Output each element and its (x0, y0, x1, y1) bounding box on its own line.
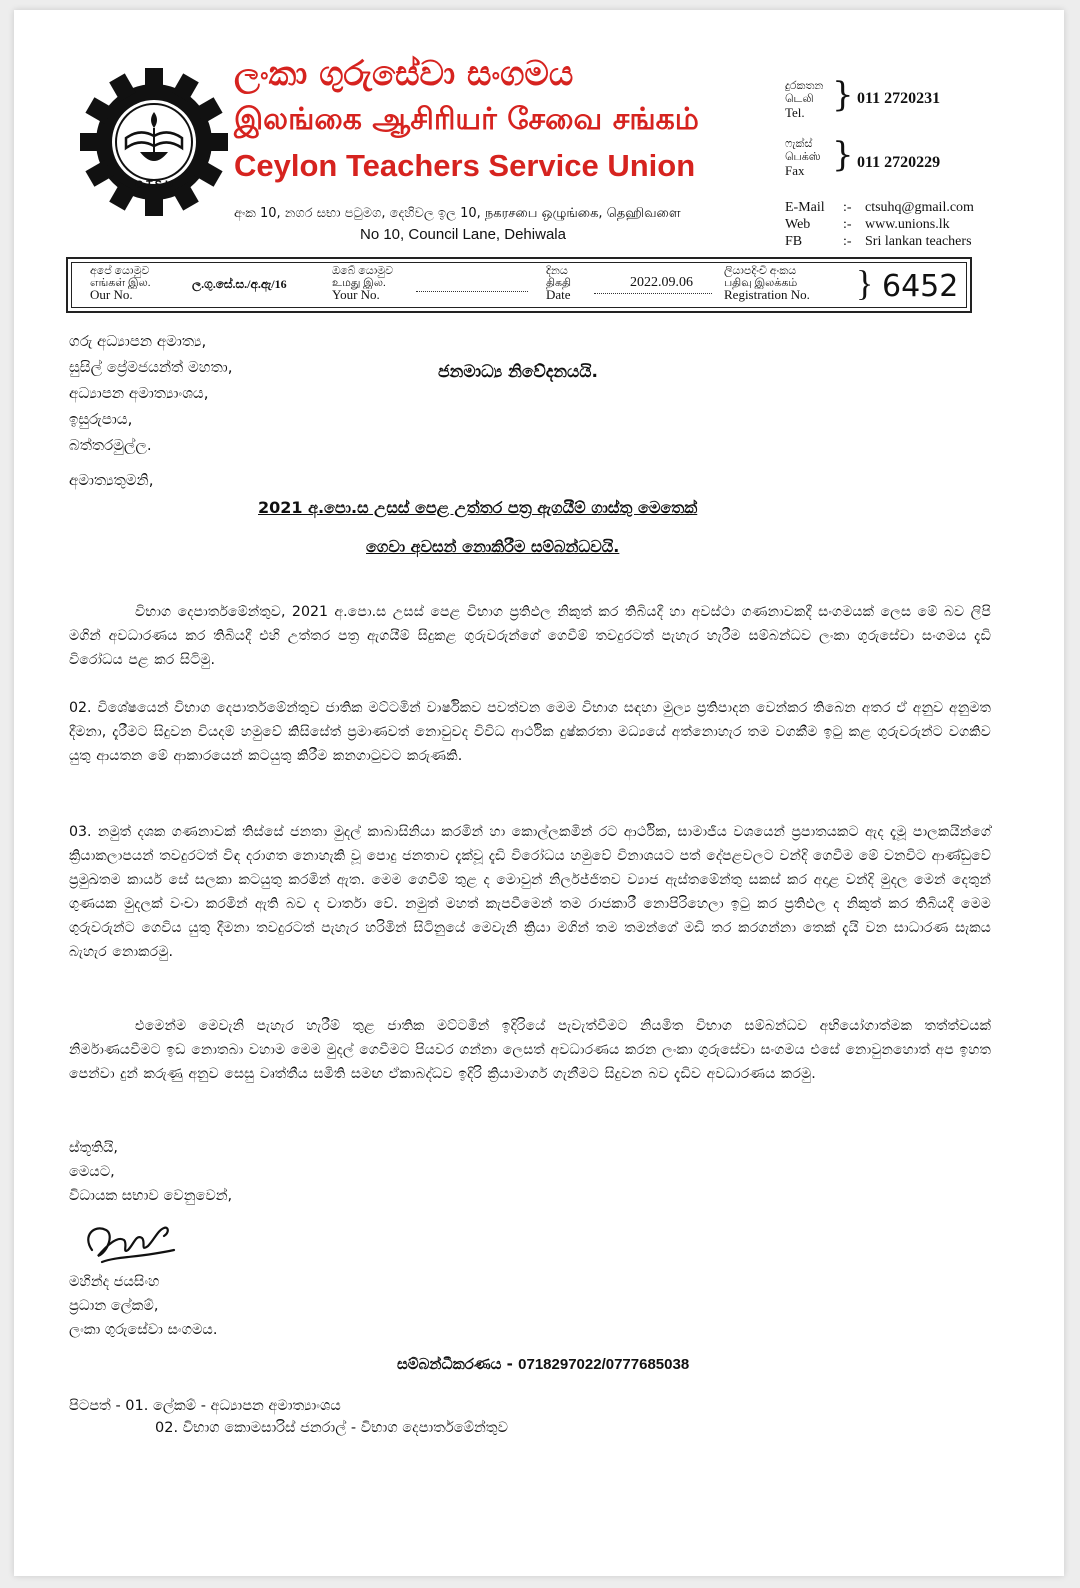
email-sep: :- (843, 200, 852, 215)
registration-number: 6452 (882, 269, 959, 304)
email-label: E-Mail (785, 200, 825, 215)
fax-brace: } (832, 135, 854, 175)
media-release-title: ජනමාධ්‍ය නිවේදනයයි. (438, 362, 598, 382)
date-label-ta: திகதி (546, 277, 572, 289)
logo-label: C.T.S.U (135, 179, 173, 191)
letter-page (14, 10, 1064, 1576)
your-no-label (332, 265, 393, 301)
your-no-label-en: Your No. (332, 287, 380, 302)
web-label: Web (785, 217, 811, 232)
recipient-line: ගරු අධ්‍යාපන අමාත්‍ය, (69, 332, 207, 350)
coordinator-contact (397, 1355, 689, 1373)
ctsu-gear-logo (80, 68, 228, 216)
recipient-address (69, 328, 232, 458)
copies-list (69, 1395, 508, 1439)
date-label-en: Date (546, 287, 571, 302)
fax-label-en: Fax (785, 163, 805, 178)
paragraph-4: එමෙන්ම මෙවැනි පැහැර හැරීම් තුළ ජාතික මට්ටමින් ඉදිරියේ පැවැත්වීමට නියමිත විභාග සම්බන්ධව අභියෝගාත්මක තත්ත්වයක් නිර්මාණයවීමට ඉඩ නොතබා වහාම මෙම මුදල් ගෙවීමට පියවර ගන්නා ලෙසත් අවධාරණය කරන ලංකා ගුරුසේවා සංගමය එසේ නොවුනහොත් අප ඉහත පෙන්වා දුන් කරුණු අනුව සෙසු වෘත්තීය සමිති සමඟ ඒකාබද්ධව ඉදිරි ක්‍රියාමාර්ග ගැනීමට සිදුවන බව දැඩිව අවධාරණය කරමු. (69, 1018, 991, 1082)
fb-row (785, 234, 972, 250)
org-name-english: Ceylon Teachers Service Union (234, 148, 696, 183)
tel-label-en: Tel. (785, 105, 805, 120)
signer-org: ලංකා ගුරුසේවා සංගමය. (69, 1322, 218, 1338)
email-value[interactable]: ctsuhq@gmail.com (865, 200, 974, 215)
recipient-line: බත්තරමුල්ල. (69, 436, 152, 454)
our-no-label-en: Our No. (90, 287, 133, 302)
signer-title: ප්‍රධාන ලේකම්, (69, 1298, 159, 1314)
closing-line: මෙයට, (69, 1164, 115, 1180)
reg-label-ta: பதிவு இலக்கம் (724, 277, 798, 289)
reference-box (66, 257, 972, 313)
your-no-label-ta: உமது இல. (332, 277, 386, 289)
your-no-label-si: ඔබේ යොමුව (332, 265, 394, 277)
recipient-line: ඉසුරුපාය, (69, 410, 133, 428)
recipient-line: සුසිල් ප්‍රේමජයන්ත් මහතා, (69, 358, 233, 376)
paragraph-2: 02. විශේෂයෙන් විභාග දෙපාර්තමේන්තුව ජාතික මට්ටමින් වාර්ෂිකව පවත්වන මෙම විභාග සඳහා මුල්‍ය ප්‍රතිපාදන වෙන්කර තිබෙන අතර ඒ අනුව අනුමත දීමනා, දැරීමට සිදුවන වියදම් හමුවේ කිසිසේත් ප්‍රමාණවත් නොවුවද විවිධ ආර්ථික දුෂ්කරතා මධ්‍යයේ අත්නොහැර තම වගකීම ඉටු කළ ගුරුවරුන්ට වගකිව යුතු ආයතන මේ ආකාරයෙන් කටයුතු කිරීම කනගාටුවට කරුණකි. (69, 700, 991, 764)
copies-label: පිටපත් - (69, 1398, 121, 1414)
reg-brace: } (856, 263, 874, 303)
subject-line-2: ගෙවා අවසන් නොකිරීම සම්බන්ධවයි. (366, 537, 620, 556)
fb-sep: :- (843, 234, 852, 249)
tel-label (785, 80, 823, 119)
tel-label-si: දුරකතන (785, 80, 824, 92)
date-line (594, 293, 712, 294)
copy-item: 02. විභාග කොමසාරිස් ජනරාල් - විභාග දෙපාර්තමේන්තුව (155, 1420, 509, 1436)
closing (69, 1136, 232, 1208)
tel-value: 011 2720231 (857, 90, 941, 107)
coordinator-label: සම්බන්ධීකරණය - (397, 1355, 513, 1373)
tel-label-ta: டெலி (785, 93, 814, 105)
org-name-tamil: இலங்கை ஆசிரியர் சேவை சங்கம் (234, 102, 699, 137)
email-row (785, 200, 974, 216)
date-label-si: දිනය (546, 265, 568, 277)
date-label (546, 265, 571, 301)
coordinator-phones: 0718297022/0777685038 (518, 1356, 690, 1373)
fb-label: FB (785, 234, 803, 249)
fax-value: 011 2720229 (857, 154, 941, 171)
web-row (785, 217, 950, 233)
fax-label (785, 138, 821, 177)
fax-label-si: ෆැක්ස් (785, 138, 813, 150)
our-no-label (90, 265, 151, 301)
signer-block (69, 1270, 217, 1342)
reg-label-si: ලියාපදිංචි අංකය (724, 265, 797, 277)
closing-line: ස්තූතියි, (69, 1140, 119, 1156)
web-value[interactable]: www.unions.lk (865, 217, 950, 232)
our-no-label-ta: எங்கள் இல. (90, 277, 151, 289)
date-value: 2022.09.06 (630, 275, 693, 290)
subject-line-1: 2021 අ.පො.ස උසස් පෙළ උත්තර පත්‍ර ඇගයීම් ගාස්තු මෙතෙක් (258, 498, 698, 517)
our-no-value: ල.ගු.සේ.ස./අ.ඇ/16 (192, 277, 287, 291)
closing-line: විධායක සභාව වෙනුවෙන්, (69, 1188, 233, 1204)
copy-item: 01. ලේකම් - අධ්‍යාපන අමාත්‍යාංශය (125, 1398, 341, 1414)
reg-label-en: Registration No. (724, 287, 810, 302)
fax-label-ta: பெக்ஸ் (785, 151, 821, 163)
recipient-line: අධ්‍යාපන අමාත්‍යාංශය, (69, 384, 209, 402)
paragraph-1: විභාග දෙපාර්තමේන්තුව, 2021 අ.පො.ස උසස් පෙළ විභාග ප්‍රතිඵල නිකුත් කර තිබියදී හා අවස්ථා ගණනාවකදී සංගමයක් ලෙස මේ බව ලිපි මගින් අවධාරණය කර තිබියදී එහි උත්තර පත්‍ර ඇගයීම් සිදුකළ ගුරුවරුන්ගේ ගෙවීම් තවදුරටත් පැහැර හැරීම සම්බන්ධව ලංකා ගුරුසේවා සංගමය දැඩි විරෝධය පළ කර සිටිමු. (69, 604, 991, 668)
fb-value: Sri lankan teachers (865, 234, 972, 249)
our-no-label-si: අපේ යොමුව (90, 265, 150, 277)
your-no-blank (416, 291, 528, 292)
address-sinhala: අංක 10, නගර සභා පටුමග, දෙහිවල ඉල 10, நகரசபை ஒழுங்கை, தெஹிவளை (234, 206, 681, 221)
salutation: අමාත්‍යතුමනි, (69, 471, 154, 489)
signature-scribble (78, 1206, 188, 1276)
web-sep: :- (843, 217, 852, 232)
reg-label (724, 265, 810, 301)
org-name-sinhala: ලංකා ගුරුසේවා සංගමය (234, 54, 574, 94)
paragraph-3: 03. නමුත් දශක ගණනාවක් තිස්සේ ජනතා මුදල් කාබාසිනියා කරමින් හා කොල්ලකමින් රට ආර්ථික, සාමාජීය වශයෙන් ප්‍රපාතයකට ඇද දැමූ පාලකයින්ගේ ක්‍රියාකලාපයන් තවදුරටත් විඳ දරාගත නොහැකි වූ පොදු ජනතාව දැක්වූ දැඩි විරෝධය හමුවේ විනාශයට පත් දේපළවලට වන්දි ගෙවීම මේ වනවිට ආණ්ඩුවේ ප්‍රමුඛතම කාර්ය සේ සලකා කටයුතු කරමින් ඇත. මෙම ගෙවීම් තුළ ද මොවුන් නිර්ලජ්ජිතව ව්‍යාජ ඇස්තමේන්තු සකස් කර අදාළ වන්දි මුදල මෙන් දෙතුන් ගුණයක මුදලක් වංචා කරමින් ඇති බව ද වාර්තා වේ. නමුත් මහත් කැපවීමෙන් තම රාජකාරී නොපිරිහෙලා ඉටු කර ප්‍රතිඵල ද නිකුත් කර තිබියදී මෙම ගුරුවරුන්ට ගෙවිය යුතු දීමනා තවදුරටත් පැහැර හරිමින් සිටිනුයේ මෙවැනි ක්‍රියා මගින් තම තමන්ගේ මඩි තර කරගන්නා තෙක් දැයි වන සාධාරණ සැකය බැහැර නොකරමු. (69, 824, 991, 960)
tel-brace: } (832, 75, 854, 115)
address-english: No 10, Council Lane, Dehiwala (360, 226, 566, 243)
signer-name: මහින්ද ජයසිංහ (69, 1274, 160, 1290)
